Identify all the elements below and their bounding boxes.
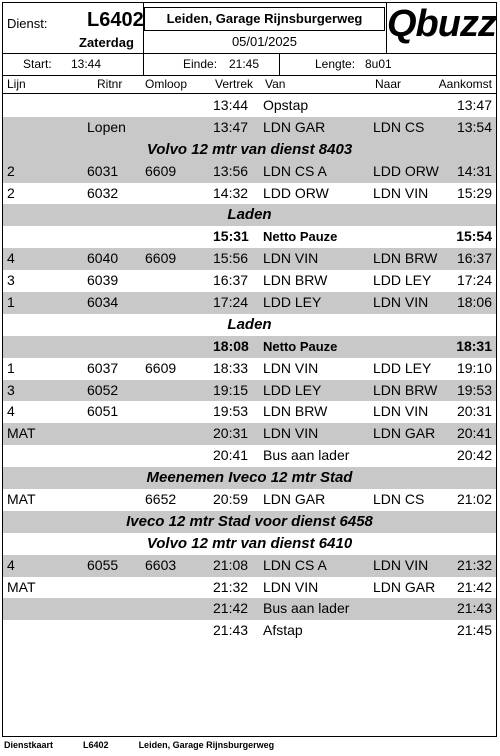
cell-vertrek: 19:15 bbox=[213, 381, 249, 398]
cell-naar: LDD ORW bbox=[373, 162, 439, 179]
cell-vertrek: 13:56 bbox=[213, 162, 249, 179]
cell-vertrek: 19:53 bbox=[213, 403, 249, 420]
cell-van: Opstap bbox=[263, 97, 309, 113]
time-summary bbox=[3, 54, 496, 76]
table-row bbox=[3, 489, 496, 511]
cell-aankomst: 21:43 bbox=[456, 600, 492, 617]
pause-row bbox=[3, 226, 496, 248]
cell-vertrek: 13:44 bbox=[213, 97, 249, 113]
cell-naar: LDN GAR bbox=[373, 425, 436, 442]
table-row bbox=[3, 577, 496, 599]
footer-code: L6402 bbox=[83, 740, 109, 750]
cell-van: LDN BRW bbox=[263, 403, 328, 420]
cell-aankomst: 20:42 bbox=[456, 447, 492, 464]
cell-naar: LDD LEY bbox=[373, 359, 432, 376]
cell-omloop: 6609 bbox=[145, 359, 177, 376]
col-vertrek: Vertrek bbox=[215, 77, 254, 91]
col-aankomst: Aankomst bbox=[438, 77, 492, 91]
table-row bbox=[3, 248, 496, 270]
cell-ritnr: 6051 bbox=[87, 403, 119, 420]
cell-van: LDD LEY bbox=[263, 294, 322, 311]
cell-aankomst: 19:53 bbox=[456, 381, 492, 398]
einde-label: Einde: bbox=[183, 57, 218, 71]
dienst-label: Dienst: bbox=[7, 16, 48, 31]
schedule-table bbox=[3, 95, 496, 642]
cell-vertrek: 21:32 bbox=[213, 578, 249, 595]
cell-vertrek: 20:41 bbox=[213, 447, 249, 464]
cell-van: Bus aan lader bbox=[263, 600, 350, 617]
table-row bbox=[3, 423, 496, 445]
cell-vertrek: 16:37 bbox=[213, 272, 249, 289]
cell-van: Netto Pauze bbox=[263, 338, 338, 354]
cell-vertrek: 15:56 bbox=[213, 250, 249, 267]
cell-van: LDN VIN bbox=[263, 578, 319, 595]
section-label: Laden bbox=[227, 206, 272, 224]
cell-naar: LDN CS bbox=[373, 118, 425, 135]
section-row bbox=[3, 467, 496, 489]
cell-van: LDN BRW bbox=[263, 272, 328, 289]
footer bbox=[4, 740, 304, 750]
table-row bbox=[3, 183, 496, 205]
cell-lijn: MAT bbox=[7, 491, 36, 508]
table-row bbox=[3, 598, 496, 620]
cell-aankomst: 15:54 bbox=[456, 228, 492, 245]
cell-lijn: MAT bbox=[7, 425, 36, 442]
cell-vertrek: 17:24 bbox=[213, 294, 249, 311]
cell-van: LDN VIN bbox=[263, 425, 319, 442]
cell-naar: LDN VIN bbox=[373, 294, 429, 311]
table-row bbox=[3, 445, 496, 467]
cell-aankomst: 20:41 bbox=[456, 425, 492, 442]
einde-value: 21:45 bbox=[229, 57, 260, 71]
cell-lijn: 1 bbox=[7, 294, 15, 311]
column-header bbox=[3, 76, 496, 94]
cell-aankomst: 21:02 bbox=[456, 491, 492, 508]
cell-van: Afstap bbox=[263, 622, 303, 639]
cell-omloop: 6652 bbox=[145, 491, 177, 508]
brand-logo: Qbuzz bbox=[387, 3, 496, 45]
start-value: 13:44 bbox=[71, 57, 102, 71]
divider bbox=[279, 54, 280, 76]
cell-ritnr: 6039 bbox=[87, 272, 119, 289]
footer-label: Dienstkaart bbox=[4, 740, 54, 750]
cell-aankomst: 13:54 bbox=[456, 118, 492, 135]
section-row bbox=[3, 314, 496, 336]
duty-card bbox=[2, 2, 497, 737]
col-van: Van bbox=[265, 77, 286, 91]
cell-omloop: 6609 bbox=[145, 162, 177, 179]
cell-aankomst: 15:29 bbox=[456, 184, 492, 201]
section-row bbox=[3, 511, 496, 533]
cell-lijn: 3 bbox=[7, 272, 15, 289]
cell-aankomst: 21:42 bbox=[456, 578, 492, 595]
lengte-value: 8u01 bbox=[365, 57, 392, 71]
cell-lijn: 4 bbox=[7, 556, 15, 573]
cell-vertrek: 21:43 bbox=[213, 622, 249, 639]
cell-ritnr: 6032 bbox=[87, 184, 119, 201]
cell-lijn: 3 bbox=[7, 381, 15, 398]
table-row bbox=[3, 555, 496, 577]
date-label: 05/01/2025 bbox=[231, 34, 298, 49]
cell-ritnr: 6040 bbox=[87, 250, 119, 267]
start-label: Start: bbox=[23, 57, 52, 71]
section-label: Volvo 12 mtr van dienst 8403 bbox=[146, 140, 353, 158]
cell-aankomst: 17:24 bbox=[456, 272, 492, 289]
duty-header bbox=[3, 3, 496, 76]
col-omloop: Omloop bbox=[145, 77, 188, 91]
cell-ritnr: 6052 bbox=[87, 381, 119, 398]
cell-naar: LDN BRW bbox=[373, 250, 438, 267]
cell-vertrek: 18:33 bbox=[213, 359, 249, 376]
table-row bbox=[3, 380, 496, 402]
cell-naar: LDN GAR bbox=[373, 578, 436, 595]
cell-vertrek: 21:08 bbox=[213, 556, 249, 573]
table-row bbox=[3, 95, 496, 117]
table-row bbox=[3, 161, 496, 183]
section-label: Iveco 12 mtr Stad voor dienst 6458 bbox=[126, 512, 373, 530]
location-label: Leiden, Garage Rijnsburgerweg bbox=[144, 7, 385, 31]
cell-ritnr: 6031 bbox=[87, 162, 119, 179]
cell-vertrek: 20:59 bbox=[213, 491, 249, 508]
cell-naar: LDN VIN bbox=[373, 556, 429, 573]
section-row bbox=[3, 533, 496, 555]
cell-lijn: 2 bbox=[7, 162, 15, 179]
section-label: Volvo 12 mtr van dienst 6410 bbox=[146, 534, 353, 552]
table-row bbox=[3, 358, 496, 380]
cell-aankomst: 18:06 bbox=[456, 294, 492, 311]
cell-lijn: 1 bbox=[7, 359, 15, 376]
divider bbox=[143, 54, 144, 76]
cell-lijn: 4 bbox=[7, 250, 15, 267]
day-label: Zaterdag bbox=[79, 35, 134, 50]
cell-vertrek: 15:31 bbox=[213, 228, 249, 245]
cell-ritnr: Lopen bbox=[87, 118, 126, 135]
section-label: Laden bbox=[227, 315, 272, 333]
cell-lijn: 2 bbox=[7, 184, 15, 201]
cell-van: LDD LEY bbox=[263, 381, 322, 398]
cell-aankomst: 18:31 bbox=[456, 337, 492, 354]
cell-naar: LDN VIN bbox=[373, 184, 429, 201]
cell-aankomst: 16:37 bbox=[456, 250, 492, 267]
cell-naar: LDD LEY bbox=[373, 272, 432, 289]
cell-van: LDN GAR bbox=[263, 118, 326, 135]
cell-omloop: 6603 bbox=[145, 556, 177, 573]
col-lijn: Lijn bbox=[7, 77, 26, 91]
cell-omloop: 6609 bbox=[145, 250, 177, 267]
table-row bbox=[3, 270, 496, 292]
cell-aankomst: 14:31 bbox=[456, 162, 492, 179]
cell-van: LDN VIN bbox=[263, 359, 319, 376]
cell-vertrek: 14:32 bbox=[213, 184, 249, 201]
section-row bbox=[3, 204, 496, 226]
table-row bbox=[3, 401, 496, 423]
table-row bbox=[3, 620, 496, 642]
cell-ritnr: 6055 bbox=[87, 556, 119, 573]
cell-ritnr: 6037 bbox=[87, 359, 119, 376]
footer-location: Leiden, Garage Rijnsburgerweg bbox=[138, 740, 275, 750]
cell-naar: LDN VIN bbox=[373, 403, 429, 420]
cell-ritnr: 6034 bbox=[87, 294, 119, 311]
cell-aankomst: 21:32 bbox=[456, 556, 492, 573]
section-row bbox=[3, 139, 496, 161]
cell-aankomst: 19:10 bbox=[456, 359, 492, 376]
cell-vertrek: 20:31 bbox=[213, 425, 249, 442]
cell-vertrek: 21:42 bbox=[213, 600, 249, 617]
col-ritnr: Ritnr bbox=[97, 77, 123, 91]
cell-van: LDN CS A bbox=[263, 556, 327, 573]
cell-lijn: MAT bbox=[7, 578, 36, 595]
section-label: Meenemen Iveco 12 mtr Stad bbox=[146, 469, 353, 487]
cell-van: Bus aan lader bbox=[263, 447, 350, 464]
cell-naar: LDN BRW bbox=[373, 381, 438, 398]
table-row bbox=[3, 292, 496, 314]
cell-vertrek: 18:08 bbox=[213, 337, 249, 354]
dienst-code: L6402 bbox=[87, 9, 144, 31]
table-row bbox=[3, 117, 496, 139]
cell-vertrek: 13:47 bbox=[213, 118, 249, 135]
cell-aankomst: 13:47 bbox=[456, 97, 492, 113]
cell-van: LDD ORW bbox=[263, 184, 329, 201]
cell-van: Netto Pauze bbox=[263, 229, 338, 245]
pause-row bbox=[3, 336, 496, 358]
cell-aankomst: 20:31 bbox=[456, 403, 492, 420]
cell-naar: LDN CS bbox=[373, 491, 425, 508]
cell-van: LDN CS A bbox=[263, 162, 327, 179]
cell-van: LDN VIN bbox=[263, 250, 319, 267]
cell-lijn: 4 bbox=[7, 403, 15, 420]
cell-aankomst: 21:45 bbox=[456, 622, 492, 639]
cell-van: LDN GAR bbox=[263, 491, 326, 508]
col-naar: Naar bbox=[375, 77, 402, 91]
lengte-label: Lengte: bbox=[315, 57, 356, 71]
